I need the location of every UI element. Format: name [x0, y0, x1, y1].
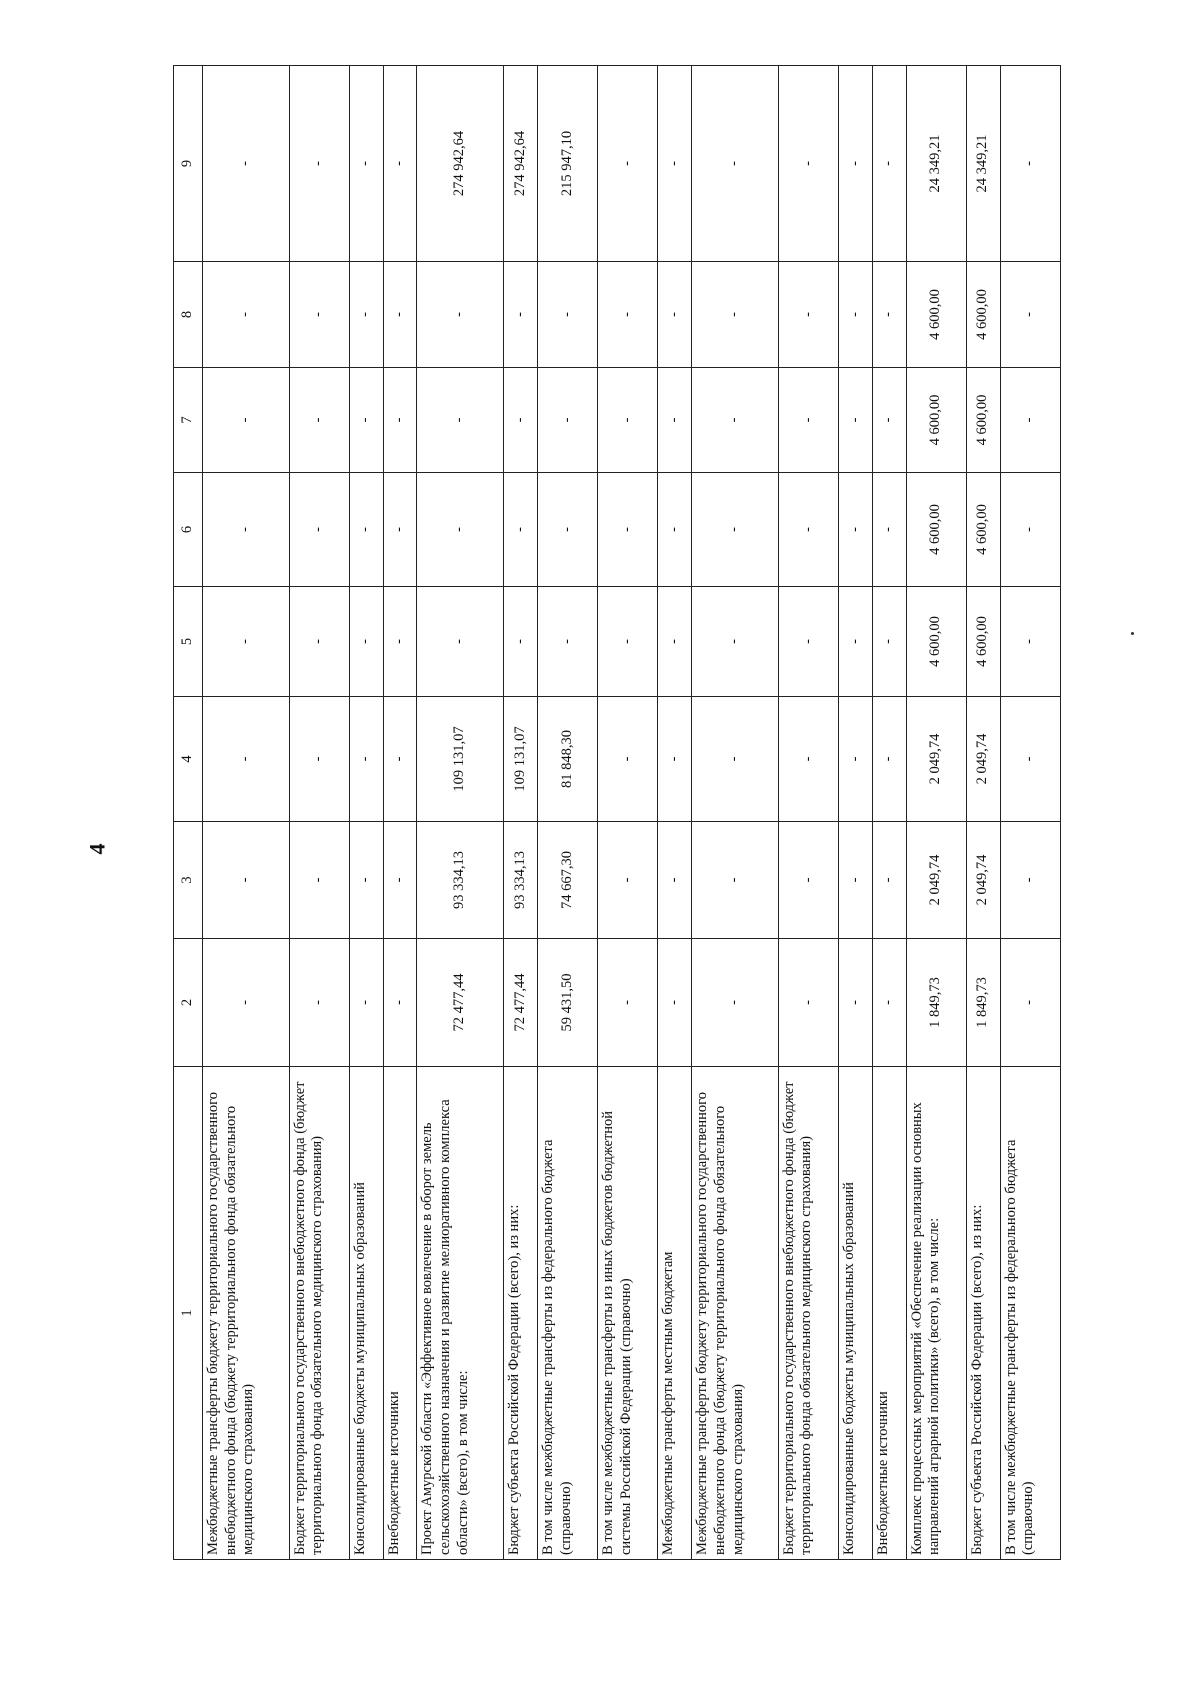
cell-value: -: [692, 262, 779, 368]
cell-value: -: [537, 473, 597, 587]
col-header: 3: [174, 822, 203, 939]
cell-value: 93 334,13: [417, 822, 504, 939]
cell-value: -: [872, 368, 906, 473]
cell-value: -: [417, 587, 504, 697]
cell-value: 2 049,74: [966, 697, 1000, 822]
table-row: [417, 66, 504, 1560]
cell-value: 24 349,21: [966, 66, 1000, 262]
col-header: 8: [174, 262, 203, 368]
cell-value: 72 477,44: [504, 939, 538, 1067]
table-row: [1000, 66, 1060, 1560]
cell-value: -: [383, 587, 417, 697]
cell-value: -: [504, 587, 538, 697]
row-label: Внебюджетные источники: [872, 1067, 906, 1560]
cell-value: -: [537, 262, 597, 368]
cell-value: -: [598, 587, 658, 697]
col-header: 6: [174, 473, 203, 587]
cell-value: -: [383, 822, 417, 939]
cell-value: -: [658, 939, 692, 1067]
table-row: [537, 66, 597, 1560]
row-label: В том числе межбюджетные трансферты из федерального бюджета (справочно): [537, 1067, 597, 1560]
cell-value: -: [289, 262, 349, 368]
cell-value: -: [778, 939, 838, 1067]
cell-value: -: [289, 939, 349, 1067]
cell-value: -: [692, 66, 779, 262]
cell-value: -: [658, 587, 692, 697]
table-row: [966, 66, 1000, 1560]
budget-table: [173, 65, 1061, 1560]
cell-value: -: [1000, 368, 1060, 473]
cell-value: 4 600,00: [966, 587, 1000, 697]
cell-value: -: [1000, 822, 1060, 939]
cell-value: -: [778, 66, 838, 262]
cell-value: -: [838, 939, 872, 1067]
cell-value: -: [778, 822, 838, 939]
cell-value: -: [289, 66, 349, 262]
cell-value: -: [692, 697, 779, 822]
cell-value: -: [838, 587, 872, 697]
row-label: Консолидированные бюджеты муниципальных образований: [838, 1067, 872, 1560]
table-row: [598, 66, 658, 1560]
cell-value: 215 947,10: [537, 66, 597, 262]
cell-value: -: [692, 473, 779, 587]
cell-value: -: [383, 368, 417, 473]
cell-value: -: [1000, 939, 1060, 1067]
cell-value: -: [778, 697, 838, 822]
cell-value: -: [349, 66, 383, 262]
cell-value: -: [504, 262, 538, 368]
cell-value: -: [658, 66, 692, 262]
cell-value: -: [504, 368, 538, 473]
cell-value: -: [289, 587, 349, 697]
table-row: [383, 66, 417, 1560]
cell-value: -: [383, 939, 417, 1067]
col-header: 5: [174, 587, 203, 697]
cell-value: -: [778, 262, 838, 368]
cell-value: -: [872, 822, 906, 939]
cell-value: 4 600,00: [966, 368, 1000, 473]
table-row: [778, 66, 838, 1560]
table-row: [289, 66, 349, 1560]
cell-value: -: [349, 587, 383, 697]
cell-value: -: [598, 697, 658, 822]
cell-value: 109 131,07: [417, 697, 504, 822]
cell-value: -: [778, 473, 838, 587]
cell-value: 4 600,00: [966, 473, 1000, 587]
cell-value: -: [838, 262, 872, 368]
cell-value: -: [417, 473, 504, 587]
cell-value: -: [1000, 473, 1060, 587]
cell-value: 1 849,73: [966, 939, 1000, 1067]
cell-value: -: [203, 697, 290, 822]
cell-value: -: [838, 822, 872, 939]
cell-value: -: [872, 939, 906, 1067]
cell-value: -: [658, 262, 692, 368]
cell-value: 74 667,30: [537, 822, 597, 939]
row-label: Бюджет территориального государственного внебюджетного фонда (бюджет территориального фонда обязательного медицинского страхования): [289, 1067, 349, 1560]
row-label: Бюджет субъекта Российской Федерации (всего), из них:: [966, 1067, 1000, 1560]
cell-value: 93 334,13: [504, 822, 538, 939]
table-row: [692, 66, 779, 1560]
rotated-table-wrapper: [173, 66, 1061, 1560]
col-header: 2: [174, 939, 203, 1067]
cell-value: -: [838, 66, 872, 262]
cell-value: -: [349, 697, 383, 822]
cell-value: -: [598, 822, 658, 939]
cell-value: -: [692, 368, 779, 473]
row-label: В том числе межбюджетные трансферты из федерального бюджета (справочно): [1000, 1067, 1060, 1560]
cell-value: -: [349, 822, 383, 939]
cell-value: -: [778, 368, 838, 473]
cell-value: -: [349, 939, 383, 1067]
row-label: Межбюджетные трансферты местным бюджетам: [658, 1067, 692, 1560]
cell-value: -: [383, 262, 417, 368]
cell-value: -: [1000, 66, 1060, 262]
table-row: [658, 66, 692, 1560]
cell-value: -: [872, 473, 906, 587]
cell-value: -: [537, 587, 597, 697]
cell-value: 4 600,00: [966, 262, 1000, 368]
row-label: Бюджет субъекта Российской Федерации (всего), из них:: [504, 1067, 538, 1560]
cell-value: 2 049,74: [906, 697, 966, 822]
row-label: В том числе межбюджетные трансферты из иных бюджетов бюджетной системы Российской Федерации (справочно): [598, 1067, 658, 1560]
cell-value: -: [692, 587, 779, 697]
cell-value: -: [872, 697, 906, 822]
cell-value: 2 049,74: [906, 822, 966, 939]
cell-value: 274 942,64: [417, 66, 504, 262]
cell-value: -: [349, 473, 383, 587]
cell-value: -: [692, 939, 779, 1067]
row-label: Консолидированные бюджеты муниципальных образований: [349, 1067, 383, 1560]
cell-value: -: [872, 66, 906, 262]
cell-value: 274 942,64: [504, 66, 538, 262]
scan-speck: [1131, 632, 1134, 635]
cell-value: -: [1000, 262, 1060, 368]
col-header: 4: [174, 697, 203, 822]
col-header: 7: [174, 368, 203, 473]
cell-value: -: [383, 66, 417, 262]
cell-value: -: [658, 697, 692, 822]
cell-value: -: [349, 262, 383, 368]
cell-value: -: [838, 473, 872, 587]
cell-value: -: [872, 587, 906, 697]
row-label: Комплекс процессных мероприятий «Обеспечение реализации основных направлений аграрной политики» (всего), в том числе:: [906, 1067, 966, 1560]
cell-value: -: [658, 822, 692, 939]
cell-value: 4 600,00: [906, 262, 966, 368]
page-number: 4: [84, 843, 110, 855]
cell-value: -: [598, 262, 658, 368]
cell-value: -: [203, 939, 290, 1067]
cell-value: -: [872, 262, 906, 368]
table-row: [203, 66, 290, 1560]
cell-value: -: [289, 822, 349, 939]
cell-value: 81 848,30: [537, 697, 597, 822]
cell-value: -: [598, 66, 658, 262]
cell-value: -: [203, 262, 290, 368]
cell-value: -: [203, 368, 290, 473]
cell-value: -: [203, 66, 290, 262]
cell-value: -: [598, 368, 658, 473]
cell-value: -: [692, 822, 779, 939]
cell-value: -: [1000, 587, 1060, 697]
cell-value: 59 431,50: [537, 939, 597, 1067]
cell-value: -: [349, 368, 383, 473]
row-label: Бюджет территориального государственного внебюджетного фонда (бюджет территориального фонда обязательного медицинского страхования): [778, 1067, 838, 1560]
cell-value: 4 600,00: [906, 587, 966, 697]
cell-value: -: [417, 262, 504, 368]
cell-value: -: [504, 473, 538, 587]
col-header: 1: [174, 1067, 203, 1560]
row-label: Межбюджетные трансферты бюджету территориального государственного внебюджетного фонда (бюджету территориального фонда обязательного медицинского страхования): [692, 1067, 779, 1560]
cell-value: -: [778, 587, 838, 697]
cell-value: -: [203, 587, 290, 697]
cell-value: 2 049,74: [966, 822, 1000, 939]
cell-value: -: [383, 473, 417, 587]
col-header: 9: [174, 66, 203, 262]
cell-value: -: [289, 473, 349, 587]
cell-value: -: [598, 473, 658, 587]
cell-value: -: [289, 368, 349, 473]
table-row: [872, 66, 906, 1560]
cell-value: 4 600,00: [906, 473, 966, 587]
table-row: [906, 66, 966, 1560]
cell-value: -: [289, 697, 349, 822]
cell-value: -: [838, 368, 872, 473]
cell-value: -: [203, 473, 290, 587]
cell-value: 109 131,07: [504, 697, 538, 822]
table-row: [504, 66, 538, 1560]
row-label: Внебюджетные источники: [383, 1067, 417, 1560]
table-row: [838, 66, 872, 1560]
table-row: [349, 66, 383, 1560]
cell-value: -: [838, 697, 872, 822]
cell-value: 24 349,21: [906, 66, 966, 262]
header-row: [174, 66, 203, 1560]
cell-value: -: [537, 368, 597, 473]
cell-value: -: [203, 822, 290, 939]
cell-value: 1 849,73: [906, 939, 966, 1067]
cell-value: -: [658, 473, 692, 587]
cell-value: 72 477,44: [417, 939, 504, 1067]
cell-value: -: [658, 368, 692, 473]
row-label: Проект Амурской области «Эффективное вовлечение в оборот земель сельскохозяйственного назначения и развитие мелиоративного комплекса области» (всего), в том числе:: [417, 1067, 504, 1560]
cell-value: -: [1000, 697, 1060, 822]
cell-value: -: [383, 697, 417, 822]
cell-value: -: [598, 939, 658, 1067]
row-label: Межбюджетные трансферты бюджету территориального государственного внебюджетного фонда (бюджету территориального фонда обязательного медицинского страхования): [203, 1067, 290, 1560]
cell-value: 4 600,00: [906, 368, 966, 473]
cell-value: -: [417, 368, 504, 473]
